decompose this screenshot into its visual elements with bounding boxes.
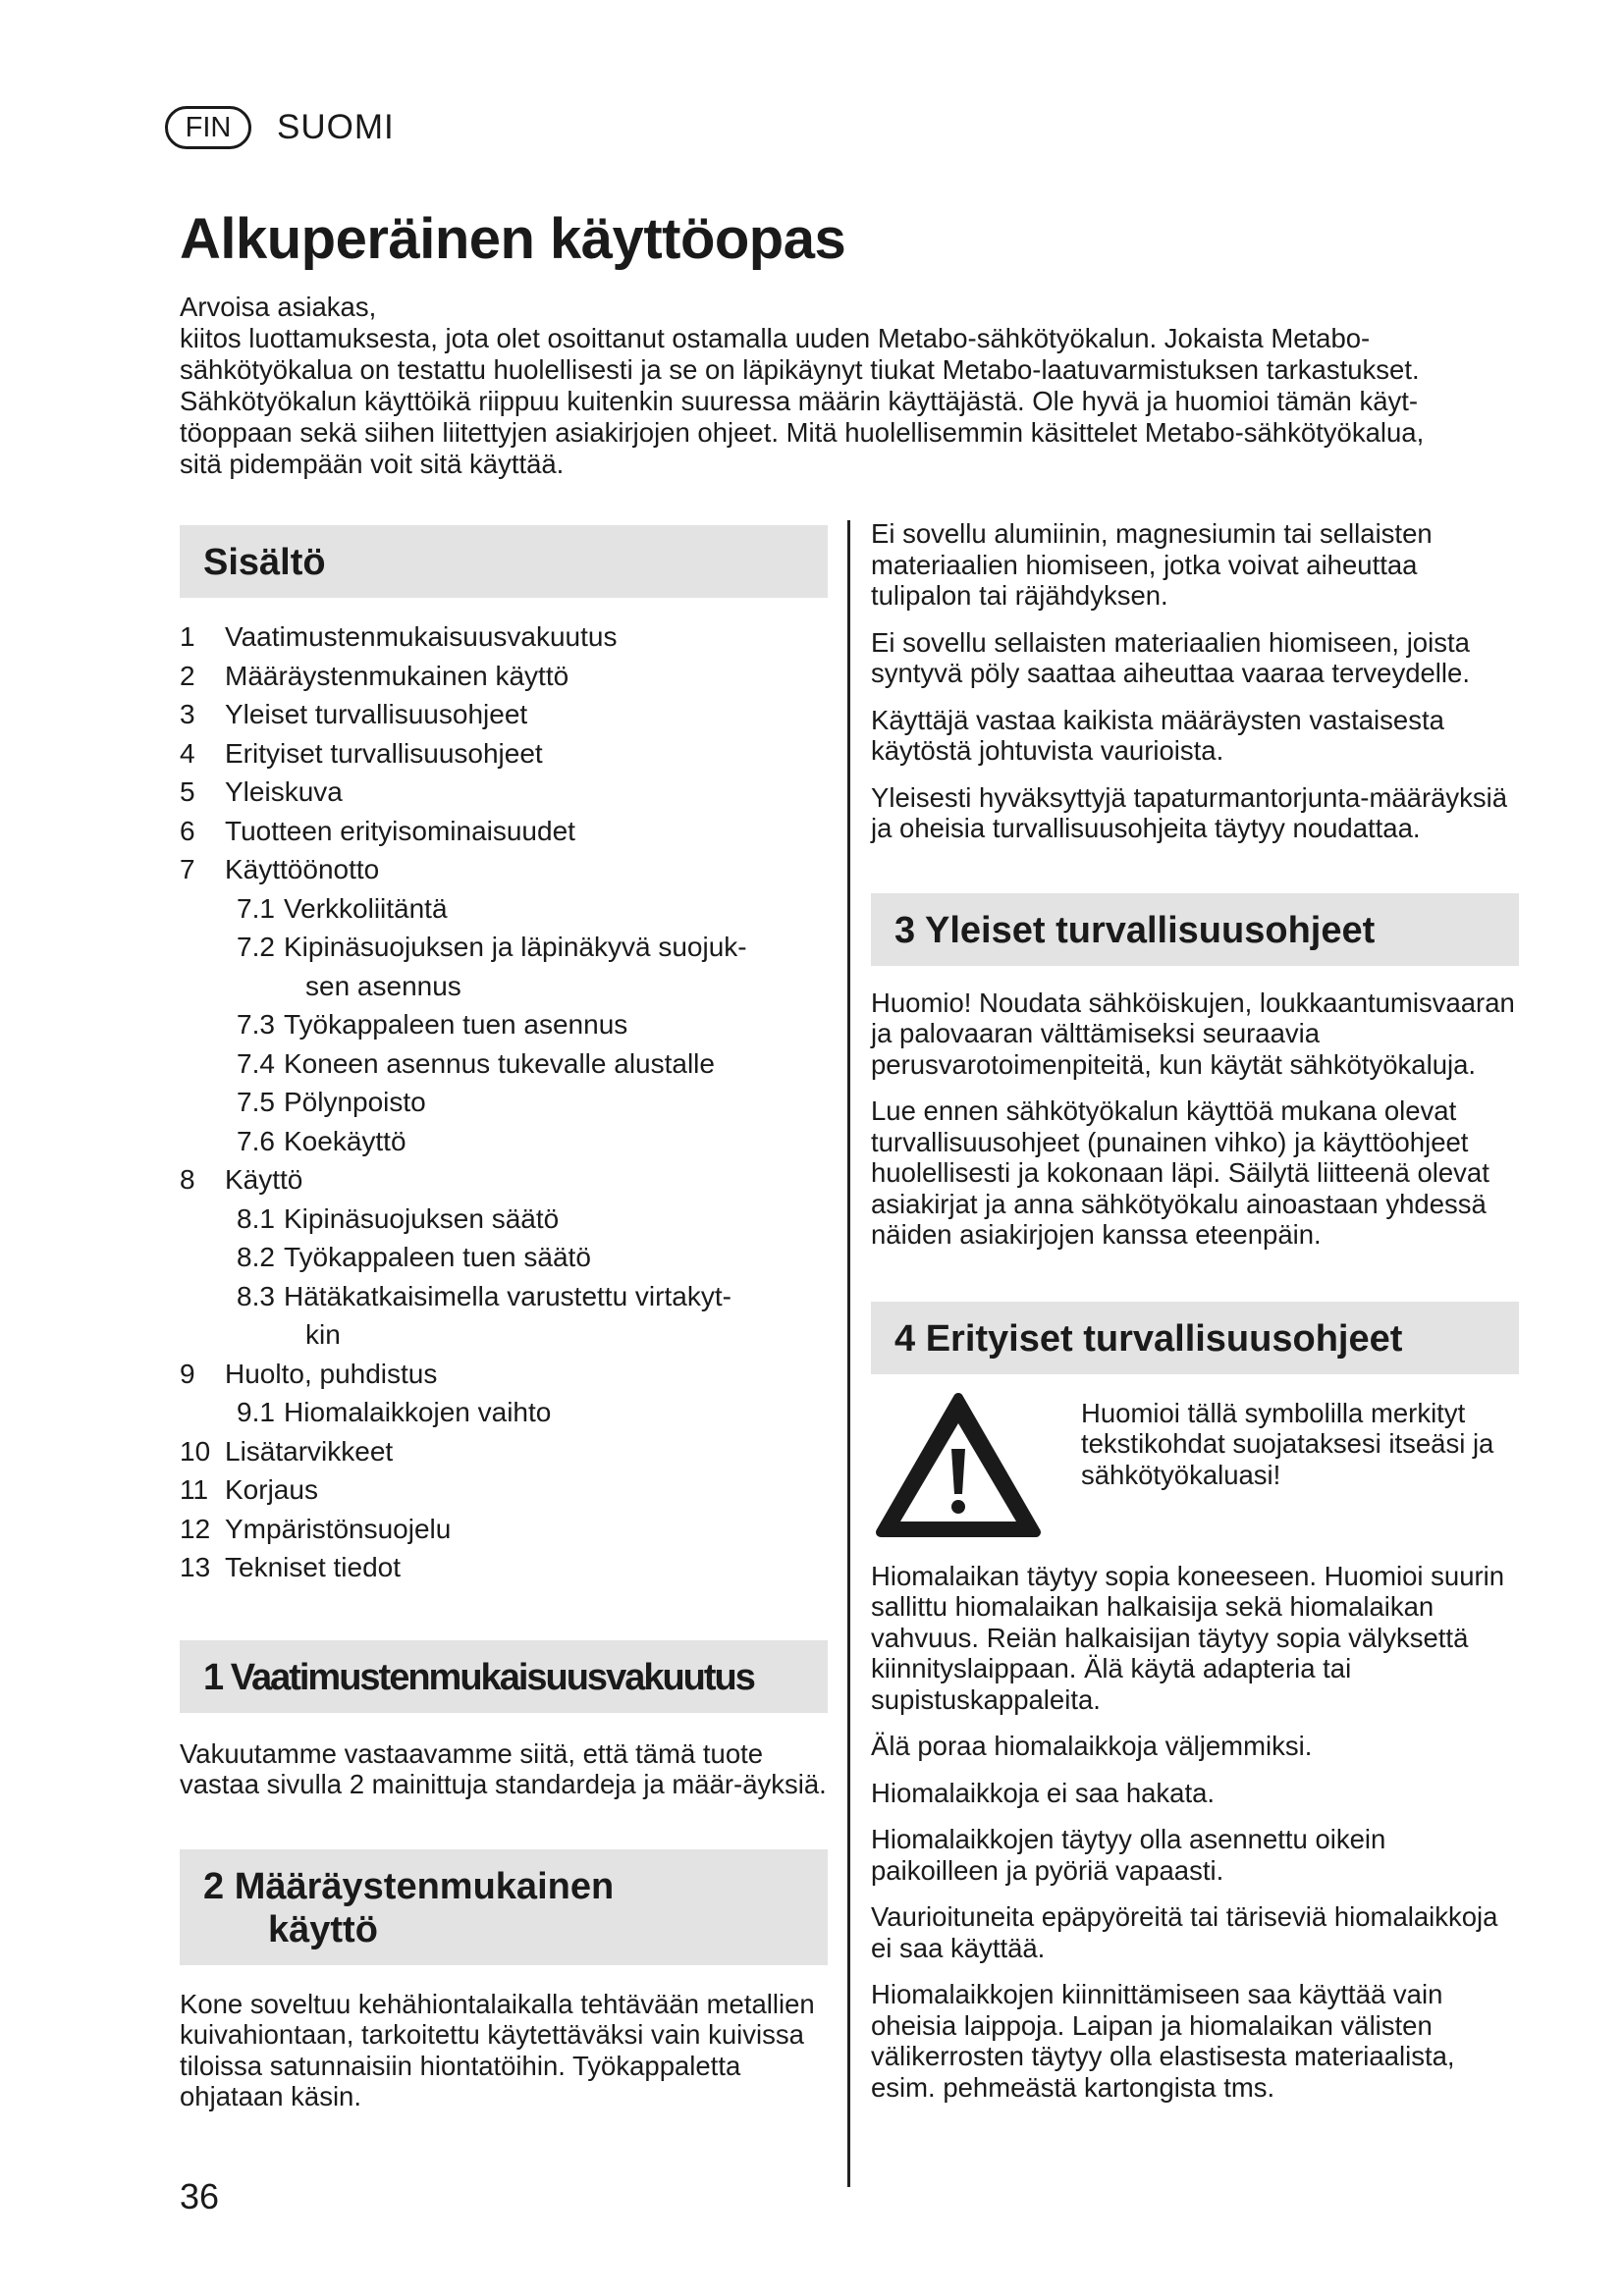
toc-subitem[interactable]: 7.5 Pölynpoisto — [237, 1087, 426, 1117]
right-column — [871, 518, 1519, 2118]
toc-item[interactable]: 4 Erityiset turvallisuusohjeet — [180, 737, 543, 769]
toc-subitem-continuation[interactable]: sen asennus — [305, 970, 461, 1001]
usage-notes — [871, 518, 1519, 844]
paragraph: Hiomalaikkojen kiinnittämiseen saa käyttää vain oheisia laippoja. Laipan ja hiomalaikan välisten välikerrosten täytyy olla elastisesta materiaalista, esim. pehmeästä kartongista tms. — [871, 1979, 1455, 2103]
toc-item[interactable]: 13 Tekniset tiedot — [180, 1552, 401, 1582]
warning-text: Huomioi tällä symbolilla merkityt tekstikohdat suojataksesi itseäsi ja sähkötyökaluasi! — [1081, 1397, 1494, 1490]
toc-item[interactable]: 6 Tuotteen erityisominaisuudet — [180, 815, 575, 846]
intro-line: sitä pidempään voit sitä käyttää. — [180, 449, 565, 479]
warning-notice — [871, 1392, 1519, 1539]
section-3-body — [871, 988, 1519, 1251]
section-4-heading: 4 Erityiset turvallisuusohjeet — [871, 1302, 1519, 1374]
intro-line: sähkötyökalua on testattu huolellisesti ja se on läpikäynyt tiukat Metabo-laatuvarmistuksen tarkastukset. — [180, 354, 1420, 385]
page-title: Alkuperäinen käyttöopas — [180, 207, 846, 271]
paragraph: Huomio! Noudata sähköiskujen, loukkaantumisvaaran ja palovaaran välttämiseksi seuraavia perusvarotoimenpiteitä, kun käytät sähkötyökaluja. — [871, 987, 1515, 1080]
toc-subitem[interactable]: 8.1 Kipinäsuojuksen säätö — [237, 1202, 560, 1234]
intro-line: kiitos luottamuksesta, jota olet osoittanut ostamalla uuden Metabo-sähkötyökalun. Jokaista Metabo- — [180, 323, 1371, 353]
toc-item[interactable]: 12 Ympäristönsuojelu — [180, 1513, 452, 1544]
paragraph: Lue ennen sähkötyökalun käyttöä mukana olevat turvallisuusohjeet (punainen vihko) ja käyttöohjeet huolellisesti ja kokonaan läpi. Säilytä liitteenä olevat asiakirjat ja anna sähkötyökalu ainoastaan yhdessä näiden asiakirjojen kanssa eteenpäin. — [871, 1095, 1489, 1250]
toc-subitem[interactable]: 8.2 Työkappaleen tuen säätö — [237, 1242, 591, 1272]
paragraph: Vaurioituneita epäpyöreitä tai täriseviä hiomalaikkoja ei saa käyttää. — [871, 1901, 1498, 1963]
toc-subitem[interactable]: 7.1 Verkkoliitäntä — [237, 892, 448, 924]
section-2-body — [180, 1989, 828, 2112]
toc-subitem[interactable]: 7.4 Koneen asennus tukevalle alustalle — [237, 1047, 715, 1079]
section-1-text: Vakuutamme vastaavamme siitä, että tämä tuote vastaa sivulla 2 mainittuja standardeja ja määr-äyksiä. — [180, 1737, 827, 1799]
paragraph: Hiomalaikkojen täytyy olla asennettu oikein paikoilleen ja pyöriä vapaasti. — [871, 1824, 1386, 1886]
column-divider — [847, 520, 850, 2187]
toc-item[interactable]: 9 Huolto, puhdistus — [180, 1358, 438, 1389]
toc-item[interactable]: 5 Yleiskuva — [180, 776, 343, 807]
toc-item[interactable]: 7 Käyttöönotto — [180, 854, 380, 884]
intro-line: Sähkötyökalun käyttöikä riippuu kuitenkin suuressa määrin käyttäjästä. Ole hyvä ja huomioi tämän käyt- — [180, 386, 1419, 416]
toc-item[interactable]: 11 Korjaus — [180, 1474, 318, 1505]
paragraph: Yleisesti hyväksyttyjä tapaturmantorjunta-määräyksiä ja oheisia turvallisuusohjeita täytyy noudattaa. — [871, 781, 1508, 843]
section-2-heading-line: 2 Määräystenmukainen — [203, 1865, 615, 1907]
section-1-body — [180, 1738, 828, 1800]
toc-subitem[interactable]: 9.1 Hiomalaikkojen vaihto — [237, 1397, 552, 1427]
toc-heading: Sisältö — [180, 525, 828, 598]
paragraph: Ei sovellu sellaisten materiaalien hiomiseen, joista syntyvä pöly saattaa aiheuttaa vaaraa terveydelle. — [871, 626, 1470, 688]
section-2-text: Kone soveltuu kehähiontalaikalla tehtävään metallien kuivahiontaan, tarkoitettu käytettäväksi vain kuivissa tiloissa satunnaisiin hiontatöihin. Työkappaletta ohjataan käsin. — [180, 1988, 815, 2111]
toc-subitem-continuation[interactable]: kin — [305, 1319, 341, 1350]
section-4-body — [871, 1561, 1519, 2104]
section-2-heading-line: käyttö — [268, 1908, 378, 1950]
warning-triangle-icon — [875, 1392, 1042, 1539]
page-number: 36 — [180, 2176, 220, 2216]
intro-text — [180, 292, 1515, 480]
table-of-contents — [180, 617, 828, 1587]
language-indicator — [165, 104, 395, 151]
paragraph: Älä poraa hiomalaikkoja väljemmiksi. — [871, 1731, 1313, 1761]
toc-subitem[interactable]: 7.6 Koekäyttö — [237, 1125, 406, 1156]
intro-line: töoppaan sekä siihen liitettyjen asiakirjojen ohjeet. Mitä huolellisemmin käsittelet Metabo-sähkötyökalua, — [180, 417, 1425, 448]
section-1-heading: 1 Vaatimustenmukaisuusvakuutus — [180, 1640, 828, 1713]
paragraph: Hiomalaikkoja ei saa hakata. — [871, 1777, 1216, 1808]
section-2-heading — [180, 1849, 828, 1965]
section-3-heading: 3 Yleiset turvallisuusohjeet — [871, 893, 1519, 966]
paragraph: Käyttäjä vastaa kaikista määräysten vastaisesta käytöstä johtuvista vaurioista. — [871, 704, 1444, 766]
intro-greeting: Arvoisa asiakas, — [180, 292, 377, 322]
toc-item[interactable]: 3 Yleiset turvallisuusohjeet — [180, 699, 528, 729]
language-code-badge: FIN — [165, 106, 251, 149]
toc-item[interactable]: 1 Vaatimustenmukaisuusvakuutus — [180, 621, 618, 652]
toc-item[interactable]: 10 Lisätarvikkeet — [180, 1435, 394, 1467]
paragraph: Hiomalaikan täytyy sopia koneeseen. Huomioi suurin sallittu hiomalaikan halkaisija sekä hiomalaikan vahvuus. Reiän halkaisijan täytyy sopia välyksettä kiinnityslaippaan. Älä käytä adapteria tai supistuskappaleita. — [871, 1560, 1505, 1715]
toc-subitem[interactable]: 7.3 Työkappaleen tuen asennus — [237, 1009, 628, 1040]
left-column — [180, 525, 828, 2128]
toc-subitem[interactable]: 7.2 Kipinäsuojuksen ja läpinäkyvä suojuk- — [237, 932, 747, 962]
toc-item[interactable]: 2 Määräystenmukainen käyttö — [180, 660, 569, 691]
toc-subitem[interactable]: 8.3 Hätäkatkaisimella varustettu virtakyt- — [237, 1280, 731, 1311]
paragraph: Ei sovellu alumiinin, magnesiumin tai sellaisten materiaalien hiomiseen, jotka voivat aiheuttaa tulipalon tai räjähdyksen. — [871, 518, 1433, 611]
toc-item[interactable]: 8 Käyttö — [180, 1164, 303, 1195]
language-name: SUOMI — [277, 108, 395, 146]
